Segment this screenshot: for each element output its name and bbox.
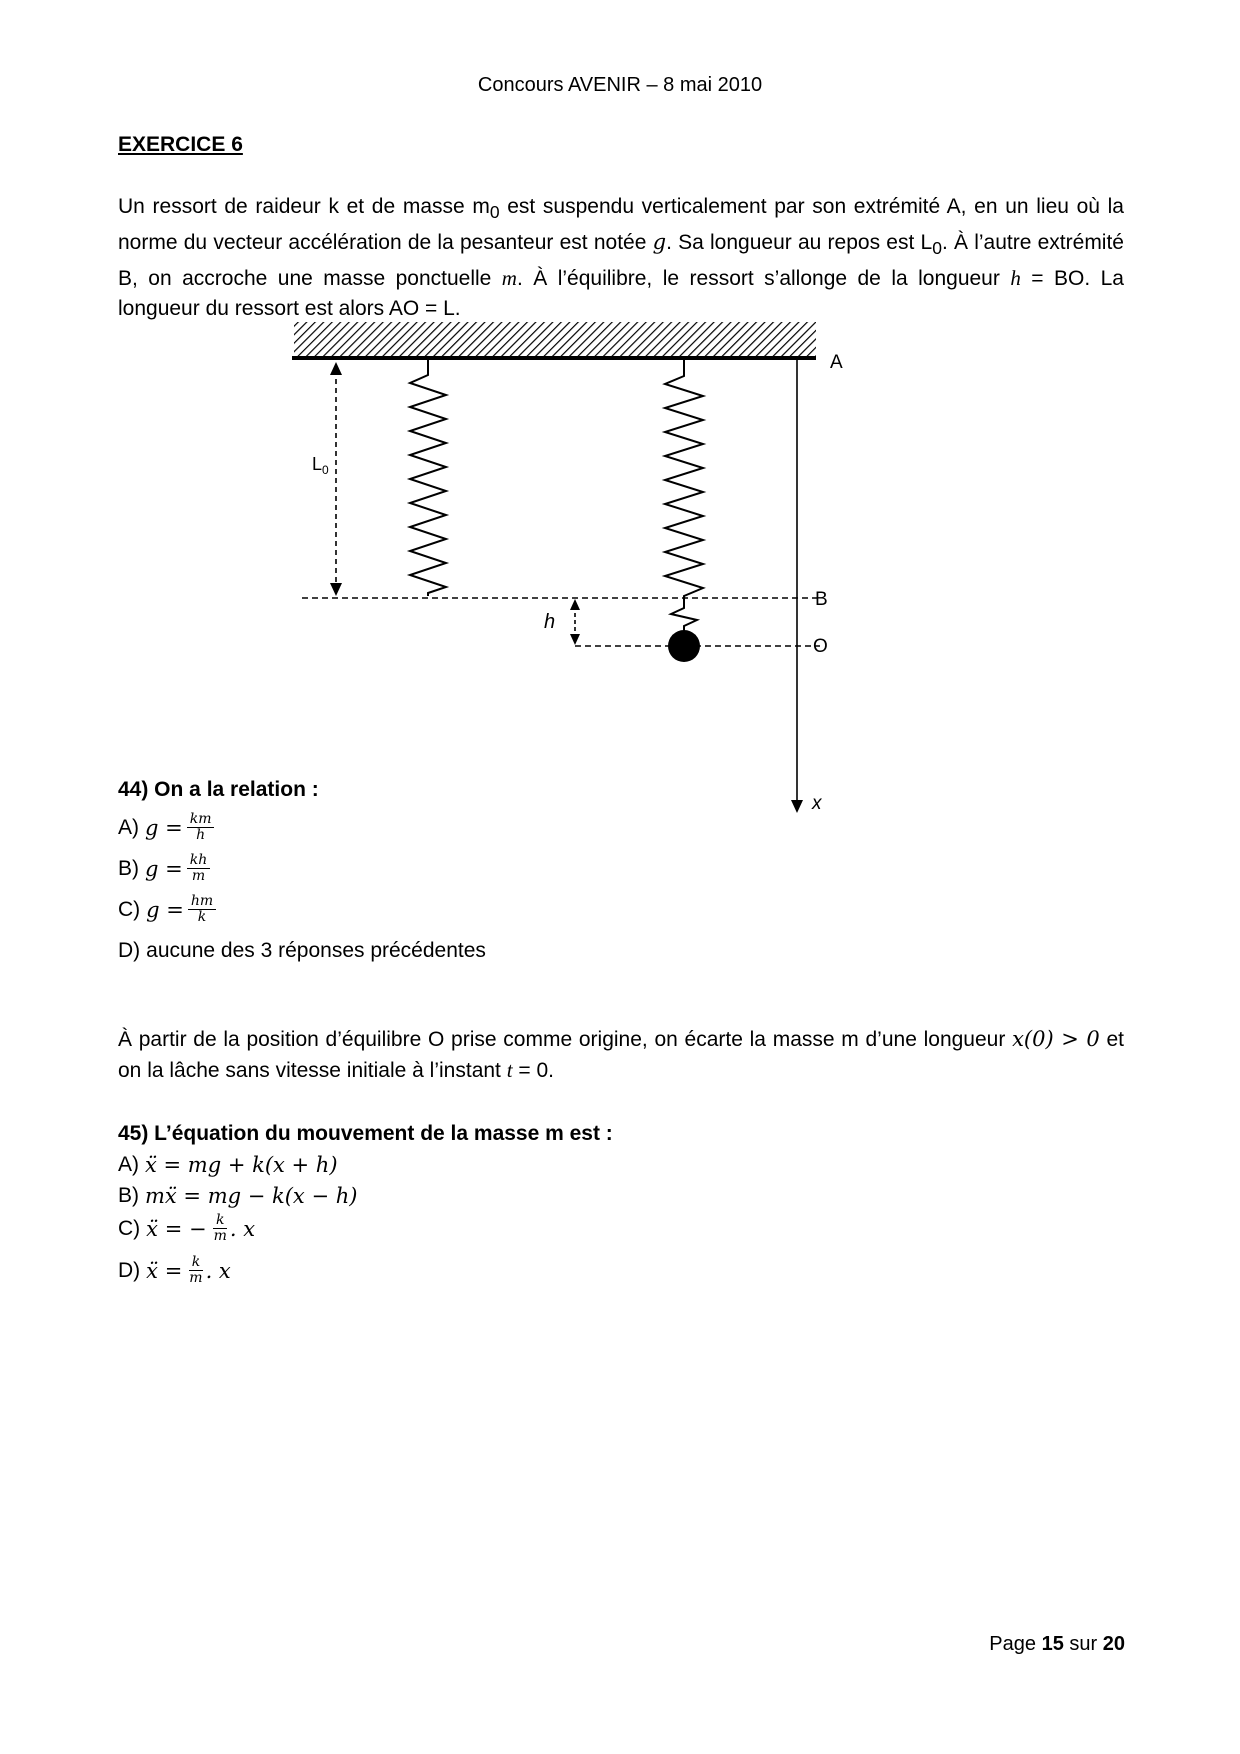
q44-option-a-fraction: $\frac{km}{h}$ <box>187 812 215 843</box>
ceiling-hatch <box>294 322 816 358</box>
q45-option-b-expr: mẍ = mg − k(x − h) <box>145 1184 358 1208</box>
h-arrow-top <box>570 599 580 610</box>
intro-text-2: est suspendu verticalement par son extrémité A, en un lieu où la norme du vecteur accélération de la pesanteur est notée <box>118 195 1124 255</box>
page-footer <box>989 1633 1125 1656</box>
exercise-title: EXERCICE 6 <box>118 133 243 156</box>
q44-option-d <box>118 939 486 963</box>
intro-text-3: . Sa longueur au repos est L <box>666 231 933 255</box>
q44-option-b-lhs: g = <box>145 856 183 881</box>
q44-option-c-fraction: $\frac{hm}{k}$ <box>188 894 216 925</box>
intro-text-5: . À l’équilibre, le ressort s’allonge de la longueur <box>516 267 1011 291</box>
q45-option-c-lhs: ẍ = − <box>146 1216 207 1241</box>
middle-expr: x(0) > 0 <box>1012 1027 1100 1051</box>
question-45-title: 45) L’équation du mouvement de la masse m est : <box>118 1122 613 1145</box>
intro-h-symbol: h <box>1010 266 1021 291</box>
q44-option-a-letter: A) <box>118 815 139 839</box>
q45-option-c-letter: C) <box>118 1216 141 1240</box>
h-arrow-bottom <box>570 634 580 645</box>
q45-option-b-letter: B) <box>118 1184 139 1207</box>
q45-option-d-fraction: $\frac{k}{m}$ <box>189 1254 203 1286</box>
middle-text-2: et on la lâche sans vitesse initiale à l’instant <box>118 1028 1124 1082</box>
q44-option-a <box>118 812 214 843</box>
label-a: A <box>830 352 843 373</box>
footer-page-total: 20 <box>1102 1633 1125 1655</box>
question-44-title: 44) On a la relation : <box>118 778 319 801</box>
intro-sub-1: 0 <box>489 202 500 223</box>
q45-option-d-rhs: . x <box>205 1258 231 1283</box>
q45-option-d-lhs: ẍ = <box>146 1258 183 1283</box>
label-h: h <box>544 611 556 633</box>
q45-option-a-expr: ẍ = mg + k(x + h) <box>145 1153 338 1177</box>
label-b: B <box>815 589 828 610</box>
q45-option-d <box>118 1255 231 1286</box>
q44-option-c-letter: C) <box>118 897 141 921</box>
l0-arrow-top <box>330 362 342 375</box>
intro-text-6: = BO. La longueur du ressort est alors AO = L. <box>118 267 1124 321</box>
label-o: O <box>813 636 828 657</box>
middle-paragraph <box>118 1024 1124 1086</box>
q45-option-c <box>118 1213 255 1244</box>
footer-sur: sur <box>1069 1633 1098 1655</box>
page-header: Concours AVENIR – 8 mai 2010 <box>477 74 763 96</box>
q45-option-c-fraction: $\frac{k}{m}$ <box>213 1212 227 1244</box>
q45-option-d-letter: D) <box>118 1258 141 1282</box>
intro-sub-2: 0 <box>932 238 942 259</box>
q44-option-c <box>118 894 216 925</box>
l0-arrow-bottom <box>330 583 342 596</box>
label-x: x <box>812 793 822 814</box>
middle-t-symbol: t <box>506 1058 513 1082</box>
q44-option-a-lhs: g = <box>145 815 183 840</box>
q45-option-b <box>118 1184 357 1208</box>
q45-option-c-rhs: . x <box>229 1216 256 1241</box>
intro-text-1: Un ressort de raideur k et de masse m <box>118 195 490 218</box>
q45-option-a-letter: A) <box>118 1153 139 1176</box>
x-axis-arrow <box>791 800 803 813</box>
middle-text-3: = 0. <box>512 1059 555 1082</box>
q44-option-d-text: aucune des 3 réponses précédentes <box>146 939 486 962</box>
footer-page-word: Page <box>989 1633 1037 1655</box>
q44-option-b-letter: B) <box>118 856 139 880</box>
intro-text-4: . À l’autre extrémité B, on accroche une masse ponctuelle <box>118 231 1124 291</box>
spring-left <box>410 360 446 596</box>
q45-option-a <box>118 1153 338 1177</box>
q44-option-b-fraction: $\frac{kh}{m}$ <box>187 853 211 884</box>
middle-text-1: À partir de la position d’équilibre O prise comme origine, on écarte la masse m d’une longueur <box>118 1028 1013 1051</box>
q44-option-b <box>118 853 210 884</box>
intro-m-symbol: m <box>501 266 517 291</box>
q44-option-c-lhs: g = <box>146 897 184 922</box>
footer-page-number: 15 <box>1041 1633 1064 1655</box>
q44-option-d-letter: D) <box>118 939 141 962</box>
spring-right <box>665 360 703 632</box>
intro-g-symbol: g <box>652 230 667 255</box>
label-l0: $L_0$ <box>312 454 329 477</box>
